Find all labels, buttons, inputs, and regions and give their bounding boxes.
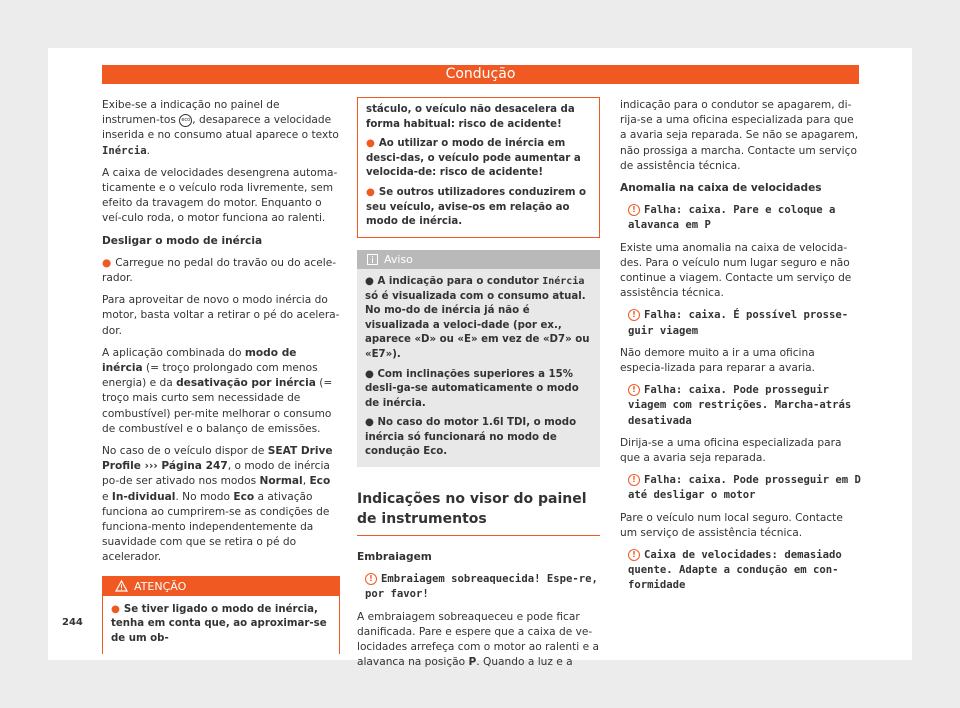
warning-circle-icon: ! [628,474,640,486]
bullet-icon: ● [365,417,374,429]
page-header: Condução [102,65,859,84]
page-number: 244 [62,617,83,628]
note-header: Aviso [357,250,600,269]
subheading: Anomalia na caixa de velocidades [620,182,822,195]
display-message: ! Embraiagem sobreaquecida! Espe-re, por favor! [365,573,598,601]
paragraph: No caso de o veículo dispor de SEAT Drive Profile ››› Página 247, o modo de inércia po-de ser ativado nos modos Normal, Eco e In-dividual. No modo Eco a ativação funciona ao cumprirem-se as condições de funciona-mento independentemente da suavidade com que se retira o pé do acelerador. [102,445,333,564]
section-title: Indicações no visor do painel de instrumentos [357,489,600,536]
subheading: Embraiagem [357,551,432,564]
display-message: ! Falha: caixa. É possível prosse-guir viagem [628,309,849,337]
bullet-icon: ● [366,186,375,198]
warning-circle-icon: ! [365,573,377,585]
warning-header: ATENÇÃO [103,577,339,596]
warning-circle-icon: ! [628,384,640,396]
paragraph: Dirija-se a uma oficina especializada para que a avaria seja reparada. [620,436,842,465]
page-link[interactable]: ››› Página 247 [140,460,228,473]
bullet-icon: ● [102,256,112,269]
display-message: ! Falha: caixa. Pode prosseguir em D até desligar o motor [628,474,861,502]
warning-body: ● Se tiver ligado o modo de inércia, tenha em conta que, ao aproximar-se de um ob- [111,603,327,645]
display-message: ! Falha: caixa. Pare e coloque a alavanca em P [628,204,836,232]
bullet-icon: ● [111,603,120,615]
paragraph: Exibe-se a indicação no painel de instrumen-tos eco , desaparece a velocidade inserida e no consumo atual aparece o texto Inércia. [102,99,339,157]
column-3 [620,98,862,601]
display-message: ! Caixa de velocidades: demasiado quente. Adapte a condução em con-formidade [628,549,842,592]
column-1 [102,98,340,654]
warning-box-continued: stáculo, o veículo não desacelera da forma habitual: risco de acidente! ● Ao utilizar o modo de inércia em desci-das, o veículo pode aumentar a velocida-de: risco de acidente! ● Se outros utilizadores conduzirem o seu veículo, avise-os em relação ao modo de inércia. [357,97,600,238]
paragraph: Existe uma anomalia na caixa de velocida-des. Para o veículo num lugar seguro e não continue a viagem. Contacte um serviço de assistência técnica. [620,241,852,300]
warning-box [102,576,340,654]
paragraph: Pare o veículo num local seguro. Contacte um serviço de assistência técnica. [620,511,843,539]
warning-circle-icon: ! [628,549,640,561]
display-message: ! Falha: caixa. Pode prosseguir viagem com restrições. Marcha-atrás desativada [628,384,852,427]
eco-icon: eco [179,114,192,127]
warning-triangle-icon [115,580,128,592]
list-item: ● Carregue no pedal do travão ou do acele-rador. [102,256,337,285]
bullet-icon: ● [366,138,375,150]
bullet-icon: ● [365,368,374,380]
paragraph: indicação para o condutor se apagarem, di-rija-se a uma oficina especializada para que a avaria seja reparada. Se não se apagarem, não prossiga a marcha. Contacte um serviço de assistência técnica. [620,99,859,172]
paragraph: Para aproveitar de novo o modo inércia do motor, basta voltar a retirar o pé do acelera-dor. [102,294,340,337]
note-body: ● A indicação para o condutor Inércia só é visualizada com o consumo atual. No mo-do de inércia já não é visualizada a veloci-dade (por ex., aparece «D» ou «E» em vez de «D7» ou «E7»). ● Com inclinações superiores a 15% desli-ga-se automaticamente o modo de inércia. ● No caso do motor 1.6l TDI, o modo inércia só funcionará no modo de condução Eco. [365,275,590,458]
paragraph: A embraiagem sobreaqueceu e pode ficar danificada. Pare e espere que a caixa de ve-locidades arrefeça com o motor ao ralenti e a alavanca na posição P. Quando a luz e a [357,610,599,669]
paragraph: A aplicação combinada do modo de inércia (= troço prolongado com menos energia) e da desativação por inércia (= troço mais curto sem necessidade de combustível) per-mite melhorar o consumo de combustível e o balanço de emissões. [102,346,333,435]
warning-circle-icon: ! [628,309,640,321]
paragraph: Não demore muito a ir a uma oficina especia-lizada para reparar a avaria. [620,346,816,375]
note-box [357,250,600,467]
bullet-icon: ● [365,275,374,287]
info-icon [367,254,378,265]
column-2 [357,97,600,678]
subheading: Desligar o modo de inércia [102,234,263,247]
warning-circle-icon: ! [628,204,640,216]
paragraph: A caixa de velocidades desengrena automa-ticamente e o veículo roda livremente, sem efeito da travagem do motor. Enquanto o veí-culo roda, o motor funciona ao ralenti. [102,166,338,225]
